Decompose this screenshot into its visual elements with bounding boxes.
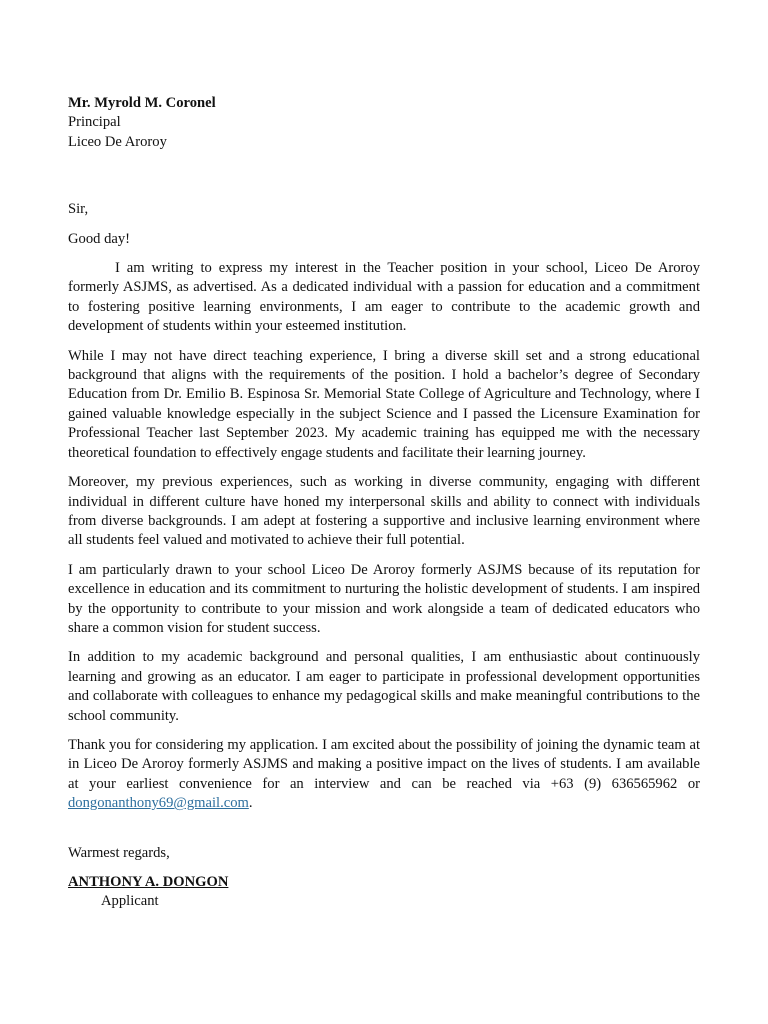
- body-paragraph-4: I am particularly drawn to your school Liceo De Aroroy formerly ASJMS because of its reputation for excellence in education and its commitment to nurturing the holistic development of students. I am inspired by the opportunity to contribute to your mission and work alongside a team of dedicated educators who share a common vision for student success.: [68, 561, 700, 636]
- thank-you-text: Thank you for considering my application. I am excited about the possibility of joining the dynamic team at in Liceo De Aroroy formerly ASJMS and making a positive impact on the lives of students. I am available at your earliest convenience for an interview and can be reached via +63 (9) 636565962 or: [68, 736, 700, 792]
- body-paragraph-6: [68, 736, 700, 814]
- signer-title: Applicant: [101, 893, 159, 910]
- recipient-school: Liceo De Aroroy: [68, 133, 167, 150]
- email-link[interactable]: dongonanthony69@gmail.com: [68, 795, 249, 812]
- body-paragraph-3: Moreover, my previous experiences, such as working in diverse community, engaging with different individual in different culture have honed my interpersonal skills and ability to connect with individuals from diverse backgrounds. I am adept at fostering a supportive and inclusive learning environment where all students feel valued and motivated to achieve their full potential.: [68, 474, 700, 549]
- body-paragraph-2: While I may not have direct teaching experience, I bring a diverse skill set and a strong educational background that aligns with the requirements of the position. I hold a bachelor’s degree of Secondary Education from Dr. Emilio B. Espinosa Sr. Memorial State College of Agriculture and Technology, where I gained valuable knowledge especially in the subject Science and I passed the Licensure Examination for Professional Teacher last September 2023. My academic training has equipped me with the necessary theoretical foundation to effectively engage students and facilitate their learning journey.: [68, 347, 700, 461]
- recipient-title: Principal: [68, 114, 121, 131]
- recipient-block: [68, 94, 700, 152]
- email-suffix: .: [248, 795, 253, 812]
- recipient-name: Mr. Myrold M. Coronel: [68, 95, 216, 111]
- body-paragraph-5: In addition to my academic background and personal qualities, I am enthusiastic about continuously learning and growing as an educator. I am eager to participate in professional development opportunities and collaborate with colleagues to enhance my pedagogical skills and make meaningful contributions to the school community.: [68, 649, 700, 724]
- body-paragraph-1: I am writing to express my interest in the Teacher position in your school, Liceo De Aroroy formerly ASJMS, as advertised. As a dedicated individual with a passion for education and a commitment to fostering positive learning environments, I am eager to contribute to the academic growth and development of students within your esteemed institution.: [68, 260, 700, 335]
- signer-name: ANTHONY A. DONGON: [68, 874, 229, 890]
- salutation: Sir,: [68, 201, 89, 218]
- greeting: Good day!: [68, 230, 131, 247]
- letter-page: [68, 94, 700, 912]
- closing: Warmest regards,: [68, 844, 170, 861]
